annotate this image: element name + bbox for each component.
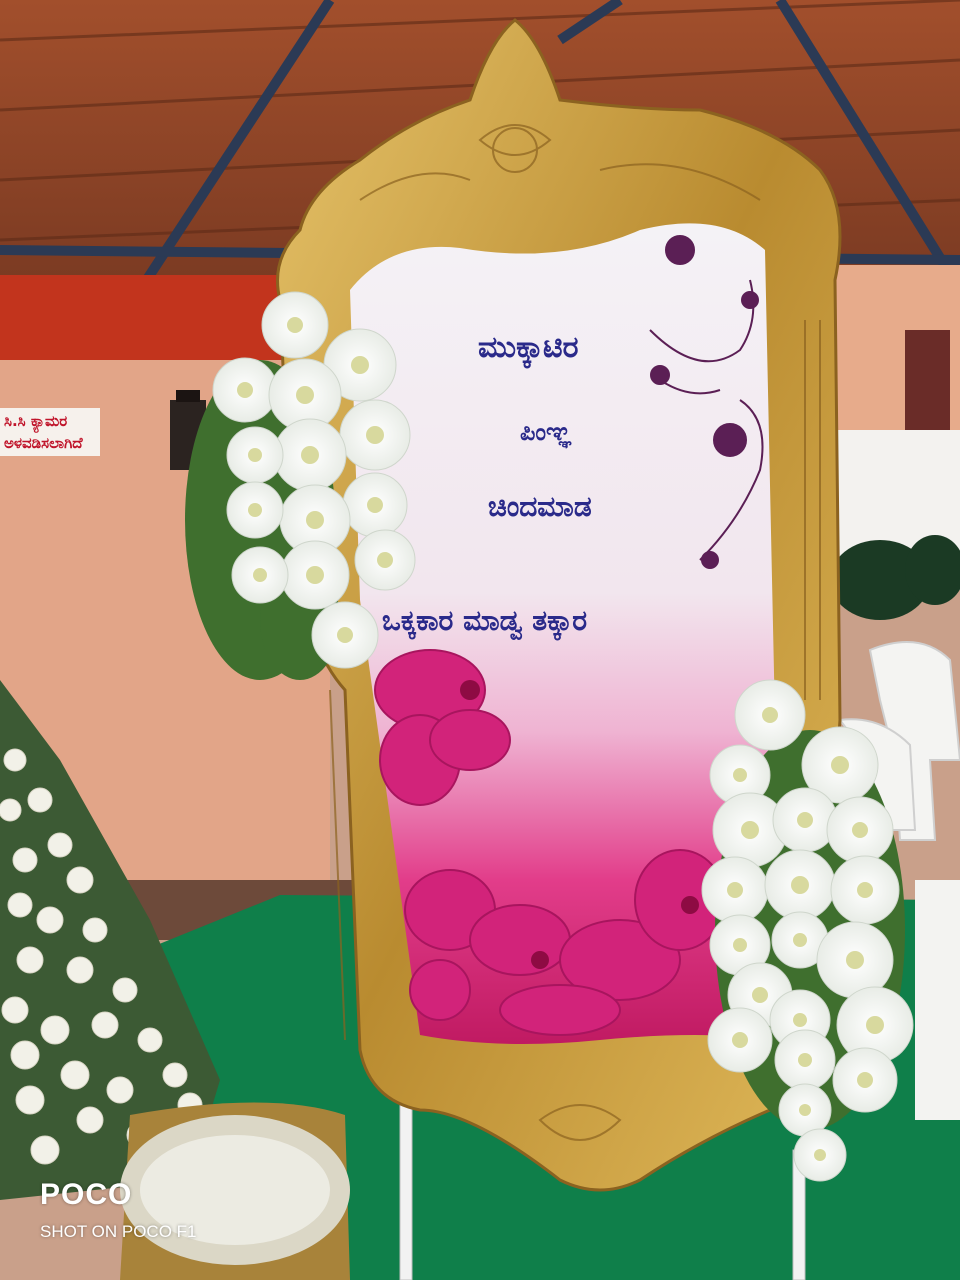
watermark-brand: POCO	[40, 1178, 133, 1211]
brass-urn	[120, 1103, 350, 1280]
cctv-sign	[4, 410, 83, 454]
watermark-caption: SHOT ON POCO F1	[40, 1222, 197, 1241]
banner-line-3: ಚಿಂದಮಾಡ	[488, 490, 592, 523]
banner-line-4: ಒಕ್ಕಕಾರ ಮಾಡ್ವ ತಕ್ಕಾರ	[382, 604, 588, 637]
cctv-sign-line2: ಅಳವಡಿಸಲಾಗಿದೆ	[4, 434, 83, 452]
red-wall-band	[0, 275, 300, 365]
cctv-sign-line1: ಸಿ.ಸಿ ಕ್ಯಾಮರ	[4, 412, 68, 430]
window-grill	[905, 330, 950, 430]
white-table	[915, 880, 960, 1120]
banner-line-2: ಪಿಂಞ್ಞ	[520, 418, 572, 446]
banner-line-1: ಮುಕ್ಕಾಟಿರ	[478, 330, 579, 365]
